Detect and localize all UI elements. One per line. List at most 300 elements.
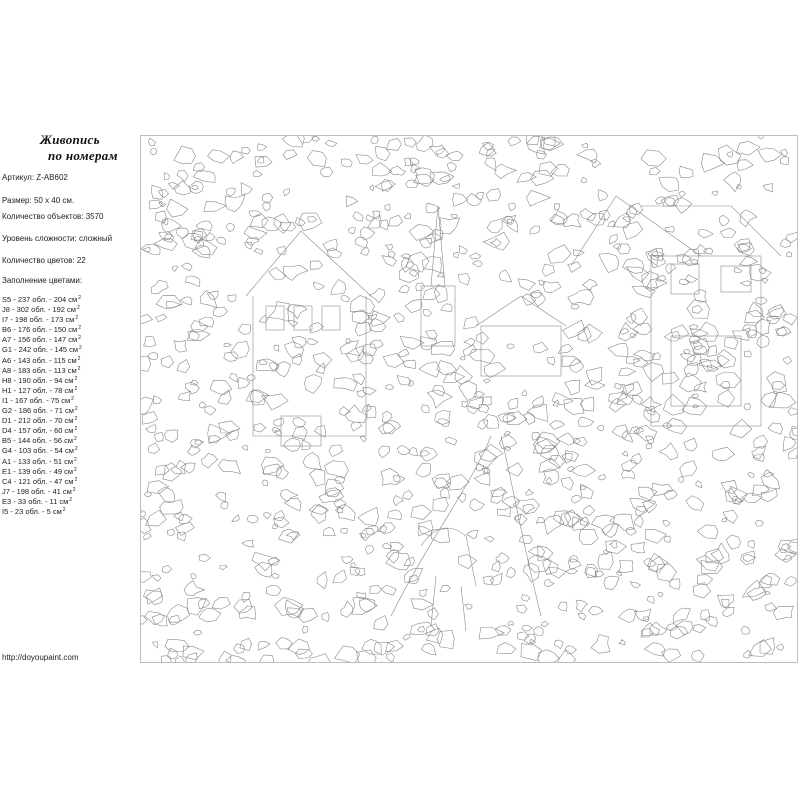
region-outline [209,435,221,443]
color-item-text: B6 - 176 обл. - 150 см [2,325,78,335]
region-outline [190,380,197,385]
region-outline [696,481,702,488]
region-outline [212,598,230,610]
region-outline [404,213,411,219]
color-item-text: E1 - 139 обл. - 49 см [2,466,74,476]
region-outline [763,470,774,477]
region-outline [148,443,160,454]
region-outline [610,541,618,549]
color-list-item [2,495,137,505]
region-outline [473,261,483,267]
region-outline [631,542,645,552]
region-outline [748,540,755,548]
region-outline [453,183,460,188]
house-roof-outline [571,196,701,266]
region-outline [522,390,527,396]
region-outline [242,593,250,603]
region-outline [399,285,410,293]
color-list-item [2,343,137,353]
region-outline [385,244,392,250]
region-outline [536,517,544,523]
region-outline [284,189,290,196]
region-outline [744,404,751,410]
region-outline [370,585,382,593]
region-outline [259,315,267,323]
color-item-text: G1 - 242 обл. - 145 см [2,345,79,355]
region-outline [579,529,598,544]
region-outline [631,453,642,464]
region-outline [355,237,368,248]
color-item-unit-exponent: 2 [74,466,77,473]
region-outline [508,137,521,146]
region-outline [188,332,200,341]
region-outline [644,410,660,423]
region-outline [370,340,383,348]
region-outline [383,354,404,368]
region-outline [283,150,297,160]
region-outline [597,425,604,431]
region-outline [226,188,235,196]
region-outline [645,530,666,544]
region-outline [422,257,441,273]
region-outline [581,484,594,499]
region-outline [486,189,501,202]
region-outline [228,295,236,302]
region-outline [608,343,628,357]
region-outline [381,585,396,595]
region-outline [763,184,773,192]
region-outline [443,372,465,382]
region-outline [313,282,324,290]
region-outline [386,640,404,651]
region-outline [200,317,214,327]
region-outline [673,608,690,623]
region-outline [274,517,289,528]
region-outline [389,166,406,175]
region-outline [544,579,554,586]
region-outline [168,604,190,622]
region-outline [562,356,581,367]
region-outline [204,202,226,212]
region-outline [141,616,147,625]
region-outline [568,559,581,570]
region-outline [253,170,262,176]
region-outline [182,263,193,270]
region-outline [483,142,494,149]
color-list-item [2,475,137,485]
region-outline [144,533,152,540]
region-outline [324,461,348,479]
color-item-unit-exponent: 2 [78,335,81,342]
region-outline [350,296,374,314]
color-item-unit-exponent: 2 [78,295,81,301]
region-outline [216,492,226,502]
region-outline [386,550,399,564]
region-outline [397,445,410,454]
region-outline [154,396,162,404]
region-outline [254,249,263,255]
region-outline [151,148,157,155]
region-outline [765,591,770,595]
region-outline [370,288,385,303]
region-outline [497,507,510,516]
color-list-item [2,505,137,515]
region-outline [680,280,690,285]
region-outline [474,473,490,486]
region-outline [679,166,693,178]
region-outline [416,463,431,477]
color-item-unit-exponent: 2 [69,496,73,503]
color-item-unit-exponent: 2 [71,395,74,402]
region-outline [168,648,178,659]
region-outline [309,469,325,486]
color-list-item [2,394,137,404]
region-outline [756,297,767,304]
region-outline [523,563,539,582]
color-item-unit-exponent: 2 [76,305,80,312]
region-outline [409,225,433,241]
region-outline [169,615,180,624]
region-outline [303,626,308,633]
region-outline [441,489,450,499]
region-outline [334,378,357,391]
region-outline [435,285,448,303]
region-outline [143,247,151,252]
color-item-text: H1 - 127 обл. - 78 см [2,385,74,395]
region-outline [403,490,413,499]
region-outline [533,342,548,352]
region-outline [356,155,373,165]
website-link[interactable]: http://doyoupaint.com [2,653,79,662]
region-outline [483,414,498,428]
region-outline [744,351,751,357]
region-outline [155,465,169,475]
region-outline [373,211,381,220]
region-outline [156,211,167,223]
region-outline [152,185,163,199]
region-outline [539,162,558,177]
region-outline [650,168,661,176]
region-outline [409,271,418,277]
region-outline [547,357,555,365]
region-outline [435,411,451,425]
region-outline [152,614,167,626]
region-outline [352,597,378,614]
region-outline [526,489,534,495]
region-outline [684,438,697,451]
region-outline [141,518,151,534]
region-outline [367,406,376,418]
region-outline [767,372,787,394]
region-outline [385,204,390,211]
region-outline [464,317,479,329]
region-outline [604,576,619,590]
region-outline [252,552,280,571]
region-outline [588,607,603,616]
region-outline [529,547,545,558]
region-outline [216,237,225,244]
color-item-unit-exponent: 2 [77,355,81,362]
region-outline [558,344,573,353]
region-outline [445,437,457,445]
region-outline [262,193,273,202]
region-outline [141,314,153,324]
region-outline [375,181,392,192]
region-outline [647,596,654,603]
color-list-item [2,374,137,384]
color-item-unit-exponent: 2 [77,365,81,372]
logo [34,132,134,164]
region-outline [639,487,657,500]
region-outline [266,585,281,595]
region-outline [431,341,454,356]
color-list-item [2,414,137,424]
region-outline [293,418,306,427]
region-outline [387,138,402,150]
region-outline [158,487,175,502]
region-outline [718,390,735,408]
region-outline [543,264,555,276]
region-outline [175,523,194,536]
region-outline [328,248,342,258]
region-outline [295,649,312,659]
region-outline [629,427,639,434]
region-outline [712,191,718,195]
region-outline [670,626,688,639]
color-item-text: S5 - 237 обл. - 204 см [2,295,78,304]
region-outline [241,183,252,195]
region-outline [479,628,504,640]
region-outline [459,381,477,401]
color-item-text: D1 - 212 обл. - 70 см [2,416,74,426]
region-outline [257,157,264,163]
color-item-text: A8 - 183 обл. - 113 см [2,365,77,375]
region-outline [262,480,267,486]
region-outline [692,650,705,662]
region-outline [761,391,777,406]
region-outline [331,280,346,295]
difficulty-label: Уровень сложности: сложный [2,234,113,243]
region-outline [613,212,631,227]
fill-title: Заполнение цветами: [2,276,83,285]
region-outline [310,261,322,269]
color-list-item [2,465,137,475]
region-outline [322,613,329,622]
region-outline [492,488,508,497]
region-outline [232,515,240,522]
region-outline [193,630,202,635]
region-outline [521,644,542,661]
region-outline [784,314,798,325]
color-item-unit-exponent: 2 [72,486,76,493]
region-outline [580,209,596,221]
region-outline [316,363,325,374]
region-outline [508,398,518,409]
region-outline [171,460,186,474]
house-roof-outline [476,296,566,326]
region-outline [693,583,711,598]
region-outline [502,497,519,509]
region-outline [726,535,740,549]
region-outline [582,143,588,147]
region-outline [405,299,422,312]
region-outline [379,446,390,458]
region-outline [148,352,158,359]
region-outline [226,430,239,441]
region-outline [224,343,232,346]
region-outline [788,408,797,416]
region-outline [655,197,665,204]
region-outline [562,453,572,463]
region-outline [381,180,395,192]
region-outline [608,221,616,227]
region-outline [761,573,780,585]
region-outline [701,153,724,172]
region-outline [423,310,431,317]
region-outline [206,232,215,240]
region-outline [636,506,648,516]
region-outline [734,268,742,273]
region-outline [148,138,155,145]
region-outline [591,635,610,654]
region-outline [571,304,579,309]
region-outline [242,445,248,450]
region-outline [310,323,324,333]
region-outline [580,397,594,411]
window-outline [721,266,751,292]
region-outline [333,570,347,583]
region-outline [146,424,157,432]
region-outline [563,320,586,338]
region-outline [626,527,636,535]
region-outline [524,413,535,425]
color-item-unit-exponent: 2 [79,345,82,352]
region-outline [554,640,563,649]
region-outline [389,215,403,226]
region-outline [522,595,530,602]
region-outline [366,526,378,535]
color-list-item [2,354,137,364]
region-outline [284,498,301,511]
region-outline [725,337,739,349]
color-list-item [2,455,137,465]
region-outline [335,646,360,662]
region-outline [509,203,516,210]
color-list-item [2,323,137,333]
region-outline [165,430,178,443]
size-label: Размер: 50 х 40 см. [2,196,75,205]
region-outline [686,496,704,511]
region-outline [623,217,630,222]
region-outline [352,310,370,324]
region-outline [758,148,782,162]
region-outline [225,195,245,212]
region-outline [186,276,200,287]
region-outline [307,150,326,166]
color-item-unit-exponent: 2 [74,375,78,382]
region-outline [699,230,714,238]
region-outline [583,324,602,343]
region-outline [181,463,196,473]
region-outline [283,265,308,280]
region-outline [386,385,394,390]
color-item-text: I7 - 198 обл. - 173 см [2,315,75,325]
region-outline [403,360,415,369]
region-outline [261,394,288,410]
color-item-unit-exponent: 2 [74,385,78,392]
region-outline [467,531,478,539]
region-outline [156,296,182,309]
region-outline [191,574,197,580]
region-outline [609,234,617,244]
region-outline [495,626,511,635]
region-outline [242,540,254,547]
region-outline [788,542,798,553]
region-outline [537,150,547,159]
region-outline [226,223,234,232]
region-outline [528,555,551,573]
region-outline [325,140,337,147]
region-outline [427,390,452,408]
region-outline [583,505,594,515]
region-outline [341,601,354,617]
region-outline [485,158,496,171]
colors-count-label: Количество цветов: 22 [2,256,86,265]
region-outline [722,608,734,617]
region-outline [508,621,513,626]
region-outline [578,613,586,620]
region-outline [717,355,729,367]
region-outline [164,234,174,242]
region-outline [507,344,514,349]
region-outline [303,452,321,469]
region-outline [141,356,151,371]
region-outline [458,555,476,569]
region-outline [513,499,540,515]
region-outline [262,457,284,475]
region-outline [659,177,679,192]
region-outline [381,468,401,485]
region-outline [610,514,634,531]
region-outline [619,640,625,645]
region-outline [272,573,279,578]
region-outline [623,258,644,273]
region-outline [622,451,628,456]
region-outline [721,228,736,237]
region-outline [152,575,161,582]
region-outline [566,568,578,574]
house-roof-outline [246,231,371,296]
region-outline [255,562,272,577]
color-item-unit-exponent: 2 [74,416,78,423]
region-outline [308,217,317,222]
region-outline [476,192,484,200]
region-outline [416,283,425,291]
color-item-unit-exponent: 2 [78,325,81,332]
region-outline [692,394,699,398]
region-outline [487,219,502,233]
region-outline [247,237,260,245]
region-outline [496,553,509,564]
region-outline [192,185,199,190]
region-outline [571,464,596,476]
region-outline [757,335,770,348]
region-outline [348,228,355,234]
region-outline [269,362,279,370]
region-outline [410,158,419,164]
region-outline [268,302,289,322]
region-outline [659,443,678,460]
